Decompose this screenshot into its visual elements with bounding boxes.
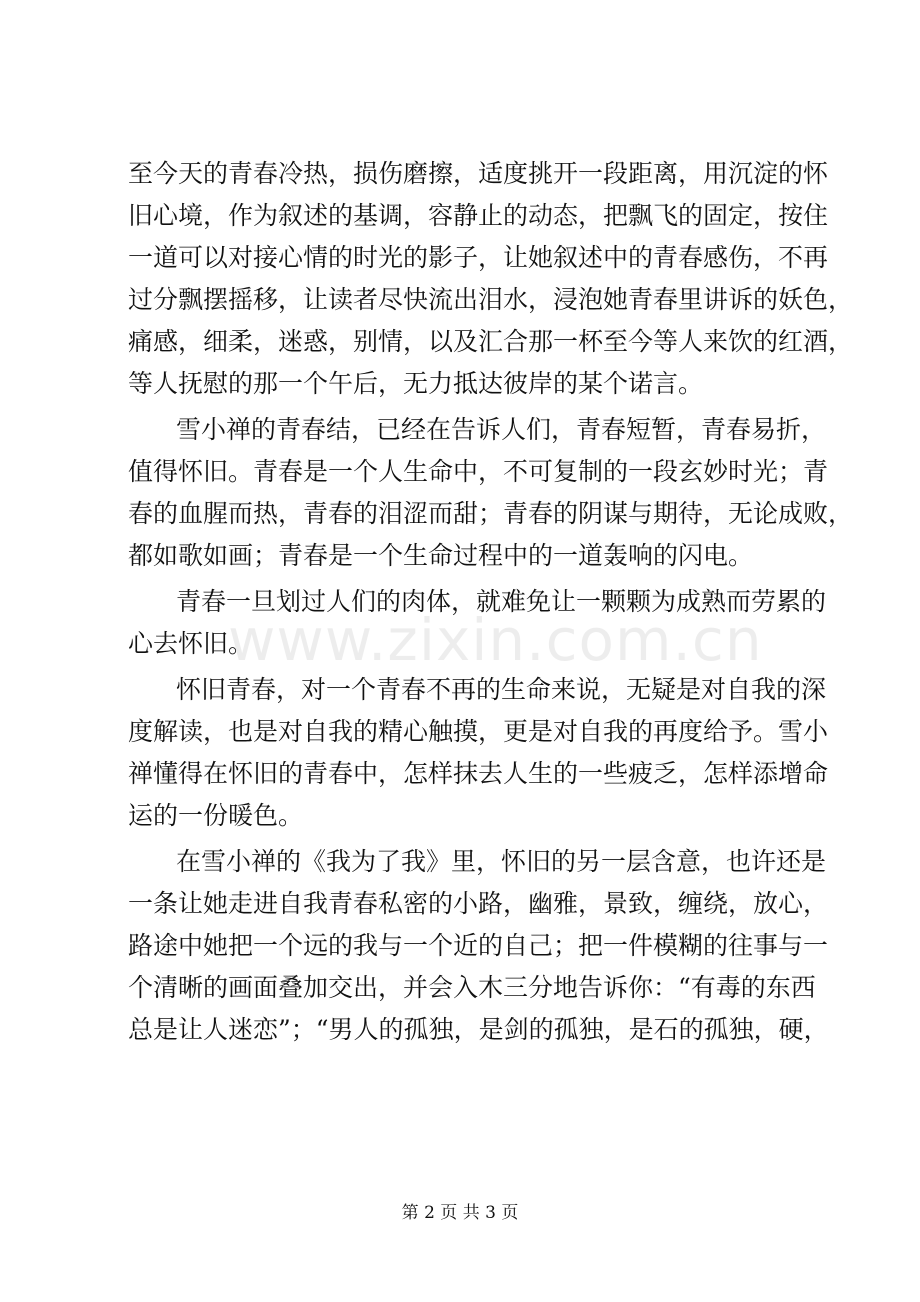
text-line: 运的一份暖色。 bbox=[128, 801, 304, 830]
text-line: 总是让人迷恋”；“男人的孤独，是剑的孤独，是石的孤独，硬， bbox=[128, 1015, 829, 1044]
text-line: 过分飘摆摇移，让读者尽快流出泪水，浸泡她青春里讲诉的妖色， bbox=[128, 285, 854, 314]
page-footer: 第 2 页 共 3 页 bbox=[401, 1203, 519, 1223]
text-line: 都如歌如画；青春是一个生命过程中的一道轰响的闪电。 bbox=[128, 541, 754, 570]
text-line: 度解读，也是对自我的精心触摸，更是对自我的再度给予。雪小 bbox=[128, 717, 829, 746]
text-line: 禅懂得在怀旧的青春中，怎样抹去人生的一些疲乏，怎样添增命 bbox=[128, 759, 829, 788]
text-line: 痛感，细柔，迷惑，别情，以及汇合那一杯至今等人来饮的红酒， bbox=[128, 327, 854, 356]
text-line: 一道可以对接心情的时光的影子，让她叙述中的青春感伤，不再 bbox=[128, 243, 829, 272]
text-line: 值得怀旧。青春是一个人生命中，不可复制的一段玄妙时光；青 bbox=[128, 457, 829, 486]
text-line: 个清晰的画面叠加交出，并会入木三分地告诉你：“有毒的东西 bbox=[128, 973, 816, 1002]
text-line: 旧心境，作为叙述的基调，容静止的动态，把飘飞的固定，按住 bbox=[128, 201, 829, 230]
paragraph-first-line: 怀旧青春，对一个青春不再的生命来说，无疑是对自我的深 bbox=[176, 675, 827, 704]
text-line: 一条让她走进自我青春私密的小路，幽雅，景致，缠绕，放心， bbox=[128, 889, 829, 918]
paragraph-first-line: 青春一旦划过人们的肉体，就难免让一颗颗为成熟而劳累的 bbox=[176, 587, 827, 616]
paragraph-first-line: 雪小禅的青春结，已经在告诉人们，青春短暂，青春易折， bbox=[176, 415, 827, 444]
text-line: 心去怀旧。 bbox=[128, 629, 254, 658]
text-line: 等人抚慰的那一个午后，无力抵达彼岸的某个诺言。 bbox=[128, 369, 704, 398]
watermark: www.zixin.com.cn bbox=[228, 606, 763, 674]
text-line: 春的血腥而热，青春的泪涩而甜；青春的阴谋与期待，无论成败， bbox=[128, 499, 854, 528]
text-line: 至今天的青春冷热，损伤磨擦，适度挑开一段距离，用沉淀的怀 bbox=[128, 159, 829, 188]
paragraph-first-line: 在雪小禅的《我为了我》里，怀旧的另一层含意，也许还是 bbox=[176, 847, 827, 876]
text-line: 路途中她把一个远的我与一个近的自己；把一件模糊的往事与一 bbox=[128, 931, 829, 960]
